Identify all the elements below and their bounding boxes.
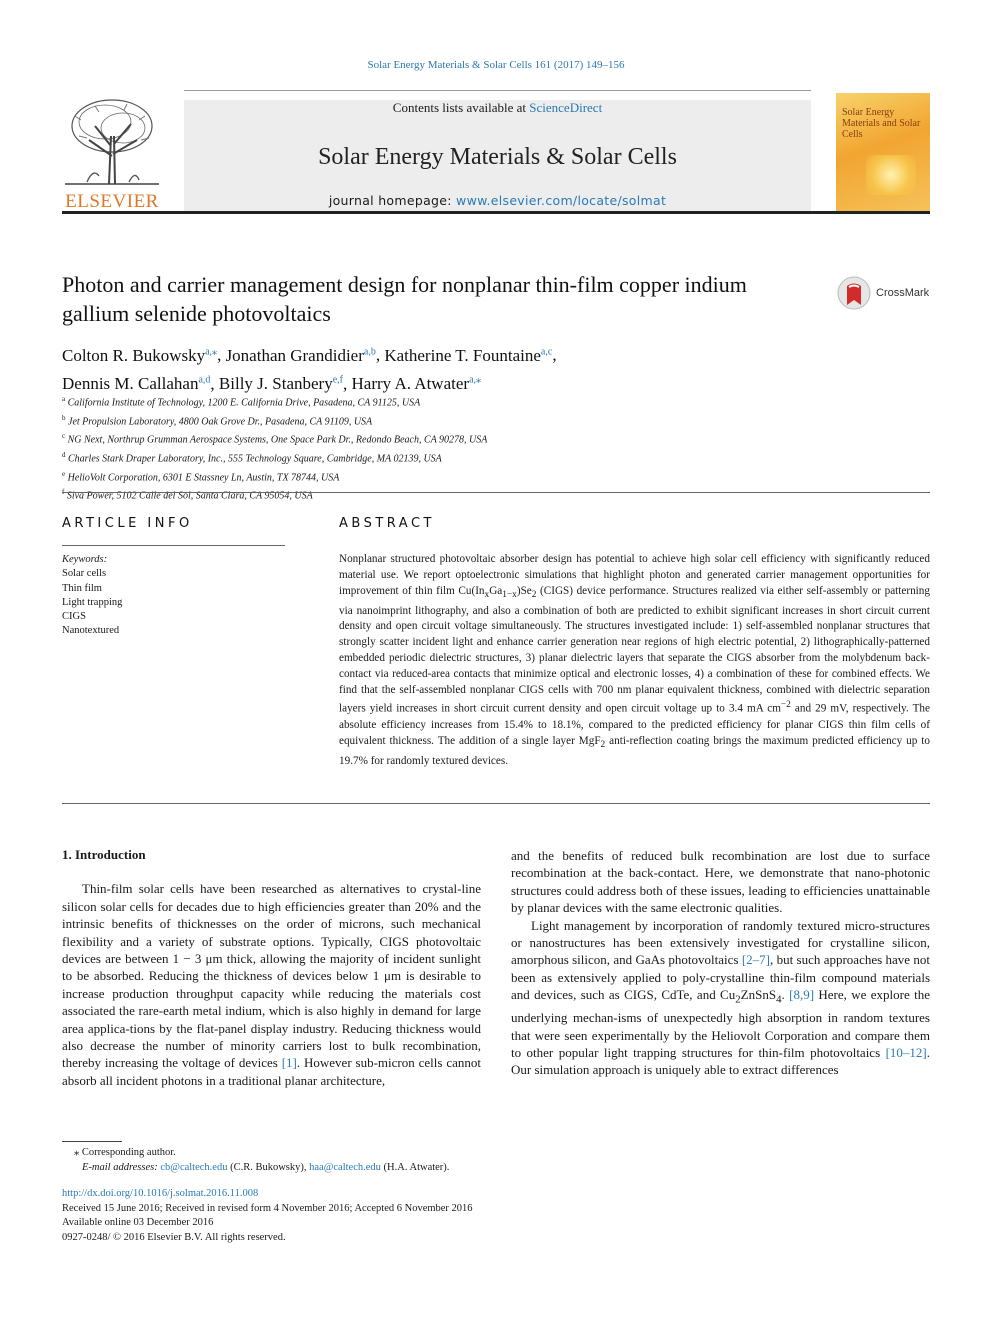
email-link[interactable]: haa@caltech.edu [309, 1162, 381, 1173]
doi-link[interactable]: http://dx.doi.org/10.1016/j.solmat.2016.11.008 [62, 1188, 259, 1199]
elsevier-wordmark: ELSEVIER [65, 191, 159, 212]
header-bottom-rule [62, 211, 930, 214]
crossmark-icon [836, 275, 872, 311]
body-paragraph: Light management by incorporation of randomly textured micro-structures or nanostructures has been extensively investigated for crystalline silicon, amorphous silicon, and GaAs photovoltaics [2–7], but such approaches have not been as extensively applied to poly-crystalline thin-film compound materials and devices, such as CIGS, CdTe, and $Cu_2ZnSnS_4$. [8,9] Here, we explore the underlying mechan-isms of unexpectedly high absorption in random textures that were seen experimentally by the Heliovolt Corporation and compare them to other popular light trapping structures for thin-film photovoltaics [10–12]. Our simulation approach is uniquely able to extract differences [511, 917, 931, 1078]
corresponding-author-note: ⁎ Corresponding author. [74, 1147, 176, 1158]
affiliation: $^e$ HelioVolt Corporation, 6301 E Stassney Ln, Austin, TX 78744, USA [62, 469, 340, 483]
reference-link[interactable]: [2–7] [741, 952, 770, 968]
article-info-rule [62, 545, 285, 546]
journal-masthead [184, 100, 811, 211]
email-addresses: E-mail addresses: cb@caltech.edu (C.R. Bukowsky), haa@caltech.edu (H.A. Atwater). [82, 1162, 450, 1173]
author[interactable]: Jonathan Grandidier$^{a,b}$ [225, 345, 376, 365]
keyword: Solar cells [62, 568, 107, 580]
crossmark-badge[interactable] [836, 275, 932, 311]
keyword: Thin film [62, 582, 102, 594]
elsevier-tree-icon [65, 96, 159, 186]
keywords-label: Keywords: [62, 554, 108, 565]
journal-citation[interactable]: Solar Energy Materials & Solar Cells 161 (2017) 149–156 [367, 59, 625, 71]
header-top-rule [184, 90, 811, 91]
abstract-bottom-rule [62, 803, 930, 804]
keyword: Nanotextured [62, 625, 120, 637]
affiliation: $^c$ NG Next, Northrup Grumman Aerospace Systems, One Space Park Dr., Redondo Beach, CA 90278, USA [62, 432, 488, 446]
author-list: Colton R. Bukowsky$^{a,⁎}$, Jonathan Grandidier$^{a,b}$, Katherine T. Fountaine$^{a,c}$, Dennis M. Callahan$^{a,d}$, Billy J. Stanbery$^{e,f}$, Harry A. Atwater$^{a,⁎}$ [62, 345, 557, 394]
journal-title: Solar Energy Materials & Solar Cells [318, 144, 677, 170]
copyright: 0927-0248/ © 2016 Elsevier B.V. All rights reserved. [62, 1231, 286, 1243]
reference-link[interactable]: [10–12] [885, 1045, 927, 1061]
keyword: Light trapping [62, 596, 123, 608]
sciencedirect-link[interactable]: ScienceDirect [529, 100, 603, 115]
author[interactable]: Colton R. Bukowsky$^{a,⁎}$ [62, 345, 218, 365]
journal-cover-thumbnail[interactable] [836, 93, 930, 211]
author[interactable]: Katherine T. Fountaine$^{a,c}$ [384, 345, 553, 365]
author[interactable]: Dennis M. Callahan$^{a,d}$ [62, 374, 211, 394]
author[interactable]: Billy J. Stanbery$^{e,f}$ [218, 374, 343, 394]
footnotes [62, 1145, 662, 1175]
cover-sun-graphic [866, 155, 916, 195]
journal-header [62, 90, 930, 211]
journal-homepage: journal homepage: www.elsevier.com/locate/solmat [328, 193, 667, 208]
crossmark-label: CrossMark [876, 287, 930, 299]
body-column-left [62, 846, 481, 1089]
affiliation: $^d$ Charles Stark Draper Laboratory, Inc., 555 Technology Square, Cambridge, MA 02139, USA [62, 450, 442, 465]
email-link[interactable]: cb@caltech.edu [160, 1162, 228, 1173]
keywords-block [62, 553, 282, 639]
footnote-rule [62, 1141, 122, 1142]
contents-available: Contents lists available at ScienceDirect [392, 100, 603, 115]
body-column-right [511, 847, 930, 1079]
abstract-text: Nonplanar structured photovoltaic absorber design has potential to achieve high solar cell efficiency with significantly reduced material use. We report optoelectronic simulations that highlight photon and generated carrier management opportunities for improvement of thin film $Cu(In_xGa_{1-x})Se_2$ (CIGS) device performance. Structures realized via either self-assembly or patterning via nanoimprint lithography, and also a combination of both are predicted to exhibit significant increases in short circuit current density and open circuit voltage simultaneously. The structures investigated include: 1) self-assembled nonplanar structures that strongly scatter incident light and enhance carrier generation near regions of high electric potential, 2) lithographically-patterned embedded periodic dielectric structures, 3) planar dielectric layers that separate the CIGS absorber from the molybdenum back-contact via reduced-area contacts that minimize optical and electronic losses, 4) a combination of these for combined effects. We find that the self-assembled nonplanar CIGS cells with 700 nm planar equivalent thickness, combined with dielectric separation layers yield increases in short circuit current density and open circuit voltage up to 3.4 mA $cm^{-2}$ and 29 mV, respectively. The absolute efficiency increases from 15.4% to 18.1%, compared to the predicted efficiency for planar CIGS thin film cells of equivalent thickness. The addition of a single layer MgF$_2$ anti-reflection coating brings the maximum predicted efficiency up to 19.7% for randomly textured devices. [339, 553, 930, 767]
section-heading-introduction: 1. Introduction [62, 847, 146, 862]
received-dates: Received 15 June 2016; Received in revised form 4 November 2016; Accepted 6 November 2016 [62, 1202, 473, 1214]
elsevier-logo[interactable] [62, 96, 162, 212]
body-paragraph: Thin-film solar cells have been researched as alternatives to crystal-line silicon solar cells for decades due to high efficiencies greater than 20% and the intrinsic benefits of thicknesses on the order of microns, such mechanical flexibility and a variety of substrate options. Typically, CIGS photovoltaic devices are between 1 − 3 μm thick, allowing the majority of incident sunlight to be absorbed. Reducing the thickness of devices below 1 μm is desirable to increase production throughput capacity while reducing the materials cost associated the rare-earth metal indium, which is also highly in demand for large area applica-tions by the flat-panel display industry. Reducing thickness would also decrease the number of minority carriers lost to bulk recombination, thereby increasing the voltage of devices [1]. However sub-micron cells cannot absorb all incident photons in a traditional planar architecture, [62, 881, 481, 1088]
affiliation: $^a$ California Institute of Technology, 1200 E. California Drive, Pasadena, CA 91125, USA [62, 395, 421, 409]
homepage-link[interactable]: www.elsevier.com/locate/solmat [456, 193, 667, 208]
reference-link[interactable]: [1] [281, 1055, 297, 1071]
abstract-heading: ABSTRACT [339, 516, 435, 531]
publication-info [62, 1187, 662, 1245]
body-paragraph: and the benefits of reduced bulk recombination are lost due to surface recombination at the back-contact. Here, we demonstrate that nano-photonic structures could address both of these issues, leading to efficiencies unattainable by planar devices with the same electronic qualities. [511, 848, 930, 916]
available-online: Available online 03 December 2016 [62, 1217, 214, 1228]
reference-link[interactable]: [8,9] [789, 987, 815, 1003]
article-title: Photon and carrier management design for nonplanar thin-film copper indium gallium selenide photovoltaics [62, 272, 747, 326]
section-divider [62, 492, 930, 493]
article-info-heading: ARTICLE INFO [62, 516, 193, 531]
affiliation: $^f$ Siva Power, 5102 Calle del Sol, Santa Clara, CA 95054, USA [62, 488, 313, 502]
affiliation: $^b$ Jet Propulsion Laboratory, 4800 Oak Grove Dr., Pasadena, CA 91109, USA [62, 413, 373, 427]
author[interactable]: Harry A. Atwater$^{a,⁎}$ [351, 374, 482, 394]
affiliations [62, 392, 762, 504]
keyword: CIGS [62, 611, 86, 623]
cover-title: Solar Energy Materials and Solar Cells [842, 107, 921, 140]
